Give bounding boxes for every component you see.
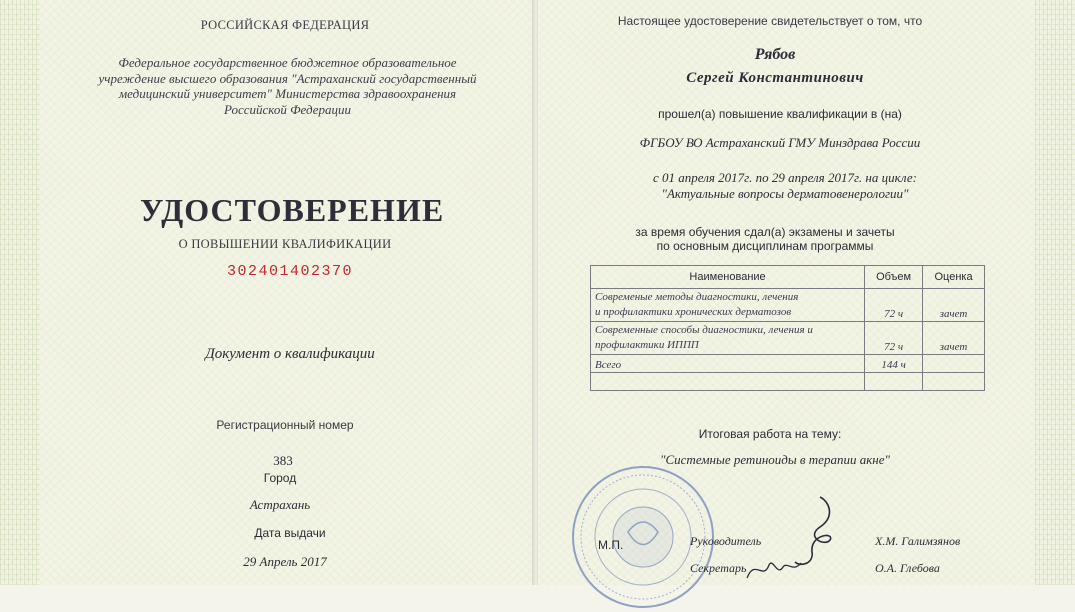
- total-label: Всего: [591, 355, 865, 373]
- discipline-name-line-2: профилактики ИППП: [595, 339, 699, 351]
- institution-name: ФГБОУ ВО Астраханский ГМУ Минздрава России: [639, 135, 921, 150]
- exams-text: [620, 225, 910, 253]
- certificate-number: 302401402370: [226, 263, 354, 280]
- training-period: [625, 170, 945, 202]
- empty-cell: [591, 373, 865, 391]
- course-name: "Актуальные вопросы дерматовенерологии": [661, 186, 909, 201]
- document-title: УДОСТОВЕРЕНИЕ: [140, 192, 445, 228]
- table-empty-row: [591, 373, 985, 391]
- document-type: Документ о квалификации: [205, 346, 375, 362]
- discipline-name-line-2: и профилактики хронических дерматозов: [595, 306, 792, 318]
- passed-text: прошел(а) повышение квалификации в (на): [658, 107, 902, 121]
- exams-line-1: за время обучения сдал(а) экзамены и зачеты: [635, 225, 895, 239]
- head-name: Х.М. Галимзянов: [875, 534, 961, 548]
- country-heading: РОССИЙСКАЯ ФЕДЕРАЦИЯ: [200, 18, 370, 32]
- discipline-name: [591, 322, 865, 355]
- exams-line-2: по основным дисциплинам программы: [656, 239, 874, 253]
- table-row: [591, 322, 985, 355]
- issue-date-label: Дата выдачи: [254, 526, 326, 540]
- issue-date: 29 Апрель 2017: [243, 554, 327, 569]
- guilloche-border-left: [0, 0, 40, 585]
- holder-surname: Рябов: [754, 46, 796, 63]
- secretary-name: О.А. Глебова: [875, 561, 940, 575]
- table-total-row: [591, 355, 985, 373]
- total-volume: 144 ч: [865, 355, 923, 373]
- disciplines-table: [590, 265, 985, 391]
- registration-label: Регистрационный номер: [216, 418, 354, 432]
- column-header-name: Наименование: [591, 266, 865, 289]
- table-row: [591, 289, 985, 322]
- organization-name: Федеральное государственное бюджетное образовательное учреждение высшего образования "Астраханский государственный медицинский университет" Министерства здравоохранения Российской Федерации: [98, 55, 477, 117]
- holder-name: Сергей Константинович: [686, 70, 864, 86]
- empty-cell: [923, 373, 985, 391]
- city-value: Астрахань: [249, 497, 311, 512]
- registration-number: 383: [273, 453, 293, 468]
- table-header-row: [591, 266, 985, 289]
- column-header-volume: Объем: [865, 266, 923, 289]
- discipline-volume: 72 ч: [865, 289, 923, 322]
- discipline-grade: зачет: [923, 289, 985, 322]
- stamp-place-label: М.П.: [598, 538, 624, 552]
- head-label: Руководитель: [690, 534, 762, 548]
- discipline-name: [591, 289, 865, 322]
- city-label: Город: [263, 471, 297, 485]
- column-header-grade: Оценка: [923, 266, 985, 289]
- guilloche-border-right: [1035, 0, 1075, 585]
- secretary-label: Секретарь: [690, 561, 747, 575]
- discipline-volume: 72 ч: [865, 322, 923, 355]
- document-subtitle: О ПОВЫШЕНИИ КВАЛИФИКАЦИИ: [178, 237, 392, 251]
- discipline-grade: зачет: [923, 322, 985, 355]
- empty-cell: [865, 373, 923, 391]
- discipline-name-line-1: Современые методы диагностики, лечения: [595, 291, 799, 303]
- thesis-label: Итоговая работа на тему:: [698, 427, 842, 441]
- total-grade-empty: [923, 355, 985, 373]
- discipline-name-line-1: Современные способы диагностики, лечения и: [595, 324, 813, 336]
- thesis-title: "Системные ретиноиды в терапии акне": [660, 452, 890, 467]
- intro-text: Настоящее удостоверение свидетельствует о том, что: [617, 14, 923, 28]
- period-dates: с 01 апреля 2017г. по 29 апреля 2017г. на цикле:: [652, 170, 918, 185]
